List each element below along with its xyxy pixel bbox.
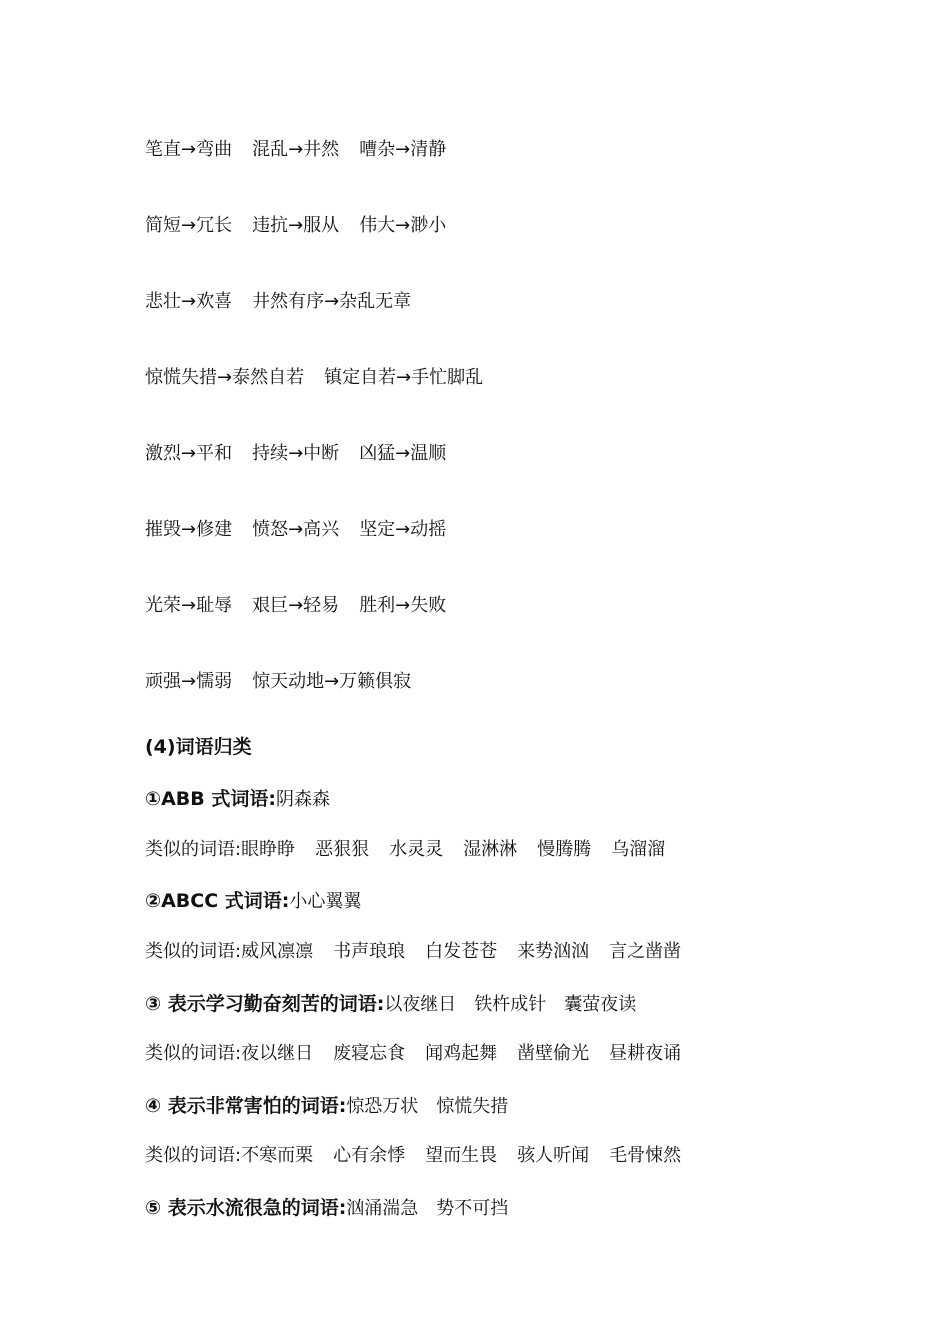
similar-word: 言之凿凿 <box>609 941 682 962</box>
antonym-pair: 伟大→渺小 <box>359 215 447 236</box>
antonym-pair: 镇定自若→手忙脚乱 <box>324 367 484 388</box>
similar-word: 夜以继日 <box>241 1043 314 1064</box>
similar-word: 望而生畏 <box>425 1145 498 1166</box>
antonym-pair: 简短→冗长 <box>145 215 233 236</box>
similar-word: 闻鸡起舞 <box>425 1043 498 1064</box>
similar-word: 水灵灵 <box>389 839 444 860</box>
category-label: ④ 表示非常害怕的词语: <box>145 1095 347 1117</box>
antonym-pair: 惊天动地→万籁俱寂 <box>252 671 412 692</box>
antonym-pair: 井然有序→杂乱无章 <box>252 291 412 312</box>
antonym-pair: 艰巨→轻易 <box>252 595 340 616</box>
similar-prefix: 类似的词语: <box>145 839 242 860</box>
category-1 <box>145 787 330 812</box>
category-4-similar <box>145 1144 681 1168</box>
antonym-line-6 <box>145 518 446 542</box>
similar-word: 凿壁偷光 <box>517 1043 590 1064</box>
antonym-pair: 摧毁→修建 <box>145 519 233 540</box>
similar-prefix: 类似的词语: <box>145 1043 242 1064</box>
antonym-pair: 嘈杂→清静 <box>359 139 447 160</box>
category-1-similar <box>145 838 665 862</box>
category-4 <box>145 1094 508 1119</box>
antonym-pair: 违抗→服从 <box>252 215 340 236</box>
antonym-pair: 持续→中断 <box>252 443 340 464</box>
similar-word: 白发苍苍 <box>425 941 498 962</box>
antonym-pair: 胜利→失败 <box>359 595 447 616</box>
similar-word: 废寝忘食 <box>333 1043 406 1064</box>
similar-word: 来势汹汹 <box>517 941 590 962</box>
antonym-line-4 <box>145 366 483 390</box>
antonym-pair: 笔直→弯曲 <box>145 139 233 160</box>
similar-prefix: 类似的词语: <box>145 1145 242 1166</box>
similar-word: 骇人听闻 <box>517 1145 590 1166</box>
similar-word: 不寒而栗 <box>241 1145 314 1166</box>
antonym-pair: 混乱→井然 <box>252 139 340 160</box>
category-3-similar <box>145 1042 681 1066</box>
similar-word: 书声琅琅 <box>333 941 406 962</box>
category-content: 汹涌湍急 势不可挡 <box>346 1198 509 1219</box>
similar-word: 威风凛凛 <box>241 941 314 962</box>
antonym-line-8 <box>145 670 411 694</box>
category-2-similar <box>145 940 681 964</box>
category-label: ①ABB 式词语: <box>145 788 276 810</box>
antonym-pair: 愤怒→高兴 <box>252 519 340 540</box>
antonym-pair: 悲壮→欢喜 <box>145 291 233 312</box>
similar-word: 乌溜溜 <box>611 839 666 860</box>
similar-word: 昼耕夜诵 <box>609 1043 682 1064</box>
antonym-pair: 惊慌失措→泰然自若 <box>145 367 305 388</box>
similar-word: 心有余悸 <box>333 1145 406 1166</box>
category-label: ③ 表示学习勤奋刻苦的词语: <box>145 993 385 1015</box>
antonym-pair: 光荣→耻辱 <box>145 595 233 616</box>
antonym-pair: 激烈→平和 <box>145 443 233 464</box>
category-content: 以夜继日 铁杵成针 囊萤夜读 <box>384 994 637 1015</box>
antonym-pair: 顽强→懦弱 <box>145 671 233 692</box>
similar-prefix: 类似的词语: <box>145 941 242 962</box>
antonym-line-2 <box>145 214 446 238</box>
antonym-line-7 <box>145 594 446 618</box>
category-2 <box>145 889 361 914</box>
similar-word: 恶狠狠 <box>315 839 370 860</box>
category-3 <box>145 992 636 1017</box>
section-title: (4)词语归类 <box>145 736 252 758</box>
antonym-line-1 <box>145 138 446 162</box>
category-5 <box>145 1196 508 1221</box>
category-label: ②ABCC 式词语: <box>145 890 290 912</box>
similar-word: 毛骨悚然 <box>609 1145 682 1166</box>
similar-word: 湿淋淋 <box>463 839 518 860</box>
category-label: ⑤ 表示水流很急的词语: <box>145 1197 347 1219</box>
antonym-line-3 <box>145 290 411 314</box>
category-content: 惊恐万状 惊慌失措 <box>346 1096 509 1117</box>
antonym-pair: 凶猛→温顺 <box>359 443 447 464</box>
category-content: 阴森森 <box>275 789 330 810</box>
similar-word: 眼睁睁 <box>241 839 296 860</box>
antonym-line-5 <box>145 442 446 466</box>
antonym-pair: 坚定→动摇 <box>359 519 447 540</box>
similar-word: 慢腾腾 <box>537 839 592 860</box>
category-content: 小心翼翼 <box>289 891 362 912</box>
